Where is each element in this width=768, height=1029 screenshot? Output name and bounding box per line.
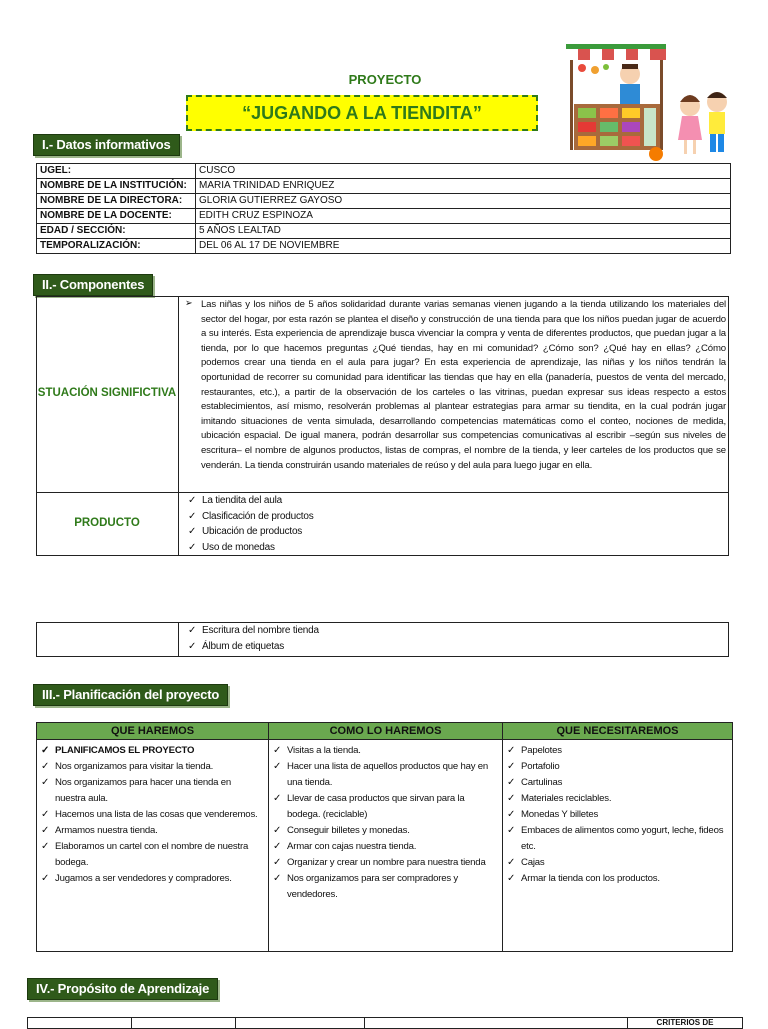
list-item: ✓ Escritura del nombre tienda (186, 623, 319, 639)
purpose-table (27, 1017, 743, 1029)
producto-label: PRODUCTO (74, 517, 140, 529)
list-item: ✓ Materiales reciclables. (507, 791, 728, 807)
list-item: ✓ Clasificación de productos (186, 509, 314, 525)
column-divider (178, 622, 179, 657)
producto-continued-box (36, 622, 729, 657)
info-key: UGEL: (37, 164, 196, 179)
producto-list-continued (186, 623, 319, 654)
info-value: EDITH CRUZ ESPINOZA (196, 209, 731, 224)
info-value: GLORIA GUTIERREZ GAYOSO (196, 194, 731, 209)
table-row (37, 209, 731, 224)
list-item: ✓ Visitas a la tienda. (273, 743, 498, 759)
row-divider (36, 492, 729, 493)
info-value: CUSCO (196, 164, 731, 179)
column-divider (178, 296, 179, 556)
column-header: QUE NECESITAREMOS (503, 723, 733, 740)
list-item: ✓ Nos organizamos para hacer una tienda en nuestra aula. (41, 775, 264, 807)
info-table (36, 163, 731, 254)
list-item: ✓ La tiendita del aula (186, 493, 314, 509)
list-item: ✓ Monedas Y billetes (507, 807, 728, 823)
list-item: ✓ Uso de monedas (186, 540, 314, 556)
list-item: ✓ Armamos nuestra tienda. (41, 823, 264, 839)
list-item: ✓ Cajas (507, 855, 728, 871)
arrow-bullet-icon: ➢ (185, 298, 193, 309)
section-heading-datos: I.- Datos informativos (33, 134, 180, 156)
list-item: ✓ Hacer una lista de aquellos productos que hay en una tienda. (273, 759, 498, 791)
producto-list (186, 493, 314, 555)
table-cell (37, 740, 269, 952)
list-item: ✓ Llevar de casa productos que sirvan para la bodega. (reciclable) (273, 791, 498, 823)
list-item: ✓ Papelotes (507, 743, 728, 759)
situacion-text: Las niñas y los niños de 5 años solidaridad durante varias semanas vienen jugando a la tienda utilizando los materiales del sector del hogar, por esta razón se plantea el diseño y construcción de una tienda para que los niños puedan jugar de acuerdo a su interés. Esta experiencia de aprendizaje busca vivenciar la compra y venta de diferentes productos, que puedan jugar a la tienda, por lo que hacemos preguntas ¿Qué tiendas, hay en mi comunidad? ¿Cómo son? ¿Qué hay en ellas? ¿Cómo podemos crear una tienda en el aula para jugar? En esta experiencia de aprendizaje, las niñas y los niños tendrán la oportunidad de recorrer su comunidad para identificar las tiendas que hay en ella (panadería, puestos de venta del mercado, restaurantes, etc.), a partir de la observación de los carteles o las vitrinas, puedan expresar sus ideas respecto a estos establecimientos, así mismo, resolverán problemas al plantear estrategias para armar su tiendita, en la cual podrán jugar imitando situaciones de venta simulada, desarrollando competencias matemáticas como el conteo, nociones de medida, ubicación espacial. De igual manera, podrán desarrollar sus competencias comunicativas al escribir –según sus niveles de escritura– el nombre de algunos productos, listas de compras, el nombre de la tienda, y leer carteles de los productos que se venderán. La tienda construirán usando materiales de reúso y del aula para luego jugar en ella. (201, 299, 726, 471)
project-title: “JUGANDO A LA TIENDITA” (186, 95, 538, 131)
info-key: TEMPORALIZACIÓN: (37, 239, 196, 254)
situacion-label: STUACIÓN SIGNIFICTIVA (37, 387, 177, 399)
info-key: NOMBRE DE LA INSTITUCIÓN: (37, 179, 196, 194)
list-item: ✓ Organizar y crear un nombre para nuestra tienda (273, 855, 498, 871)
list-item: ✓ Embaces de alimentos como yogurt, leche, fideos etc. (507, 823, 728, 855)
section-heading-planificacion: III.- Planificación del proyecto (33, 684, 228, 706)
list-item: ✓ Nos organizamos para visitar la tienda. (41, 759, 264, 775)
list-item: ✓ Hacemos una lista de las cosas que venderemos. (41, 807, 264, 823)
que-haremos-list (41, 743, 264, 887)
table-row (37, 164, 731, 179)
table-row (37, 224, 731, 239)
info-value: MARIA TRINIDAD ENRIQUEZ (196, 179, 731, 194)
list-item: ✓ Portafolio (507, 759, 728, 775)
info-value: DEL 06 AL 17 DE NOVIEMBRE (196, 239, 731, 254)
table-row (37, 194, 731, 209)
list-item: ✓ Armar la tienda con los productos. (507, 871, 728, 887)
planning-table (36, 722, 733, 952)
list-item: ✓ Cartulinas (507, 775, 728, 791)
list-item: ✓ Ubicación de productos (186, 524, 314, 540)
table-cell (28, 1018, 132, 1029)
que-necesitaremos-list (507, 743, 728, 887)
list-item: ✓ Armar con cajas nuestra tienda. (273, 839, 498, 855)
info-key: EDAD / SECCIÓN: (37, 224, 196, 239)
table-row (37, 239, 731, 254)
table-cell (365, 1018, 628, 1029)
list-item: ✓ Nos organizamos para ser compradores y vendedores. (273, 871, 498, 903)
criteria-header: CRITERIOS DE (628, 1018, 743, 1029)
list-item: ✓ Jugamos a ser vendedores y compradores. (41, 871, 264, 887)
list-item: ✓ Conseguir billetes y monedas. (273, 823, 498, 839)
list-item: ✓ Elaboramos un cartel con el nombre de nuestra bodega. (41, 839, 264, 871)
info-key: NOMBRE DE LA DIRECTORA: (37, 194, 196, 209)
store-illustration (560, 44, 735, 164)
table-cell (236, 1018, 365, 1029)
list-item: ✓ Álbum de etiquetas (186, 639, 319, 655)
project-label: PROYECTO (348, 72, 422, 87)
column-header: QUE HAREMOS (37, 723, 269, 740)
info-key: NOMBRE DE LA DOCENTE: (37, 209, 196, 224)
info-value: 5 AÑOS LEALTAD (196, 224, 731, 239)
table-cell (132, 1018, 236, 1029)
section-heading-componentes: II.- Componentes (33, 274, 153, 296)
como-lo-haremos-list (273, 743, 498, 903)
column-header: COMO LO HAREMOS (269, 723, 503, 740)
table-cell (269, 740, 503, 952)
table-cell (503, 740, 733, 952)
table-row (37, 179, 731, 194)
list-item: ✓ PLANIFICAMOS EL PROYECTO (41, 743, 264, 759)
section-heading-proposito: IV.- Propósito de Aprendizaje (27, 978, 218, 1000)
